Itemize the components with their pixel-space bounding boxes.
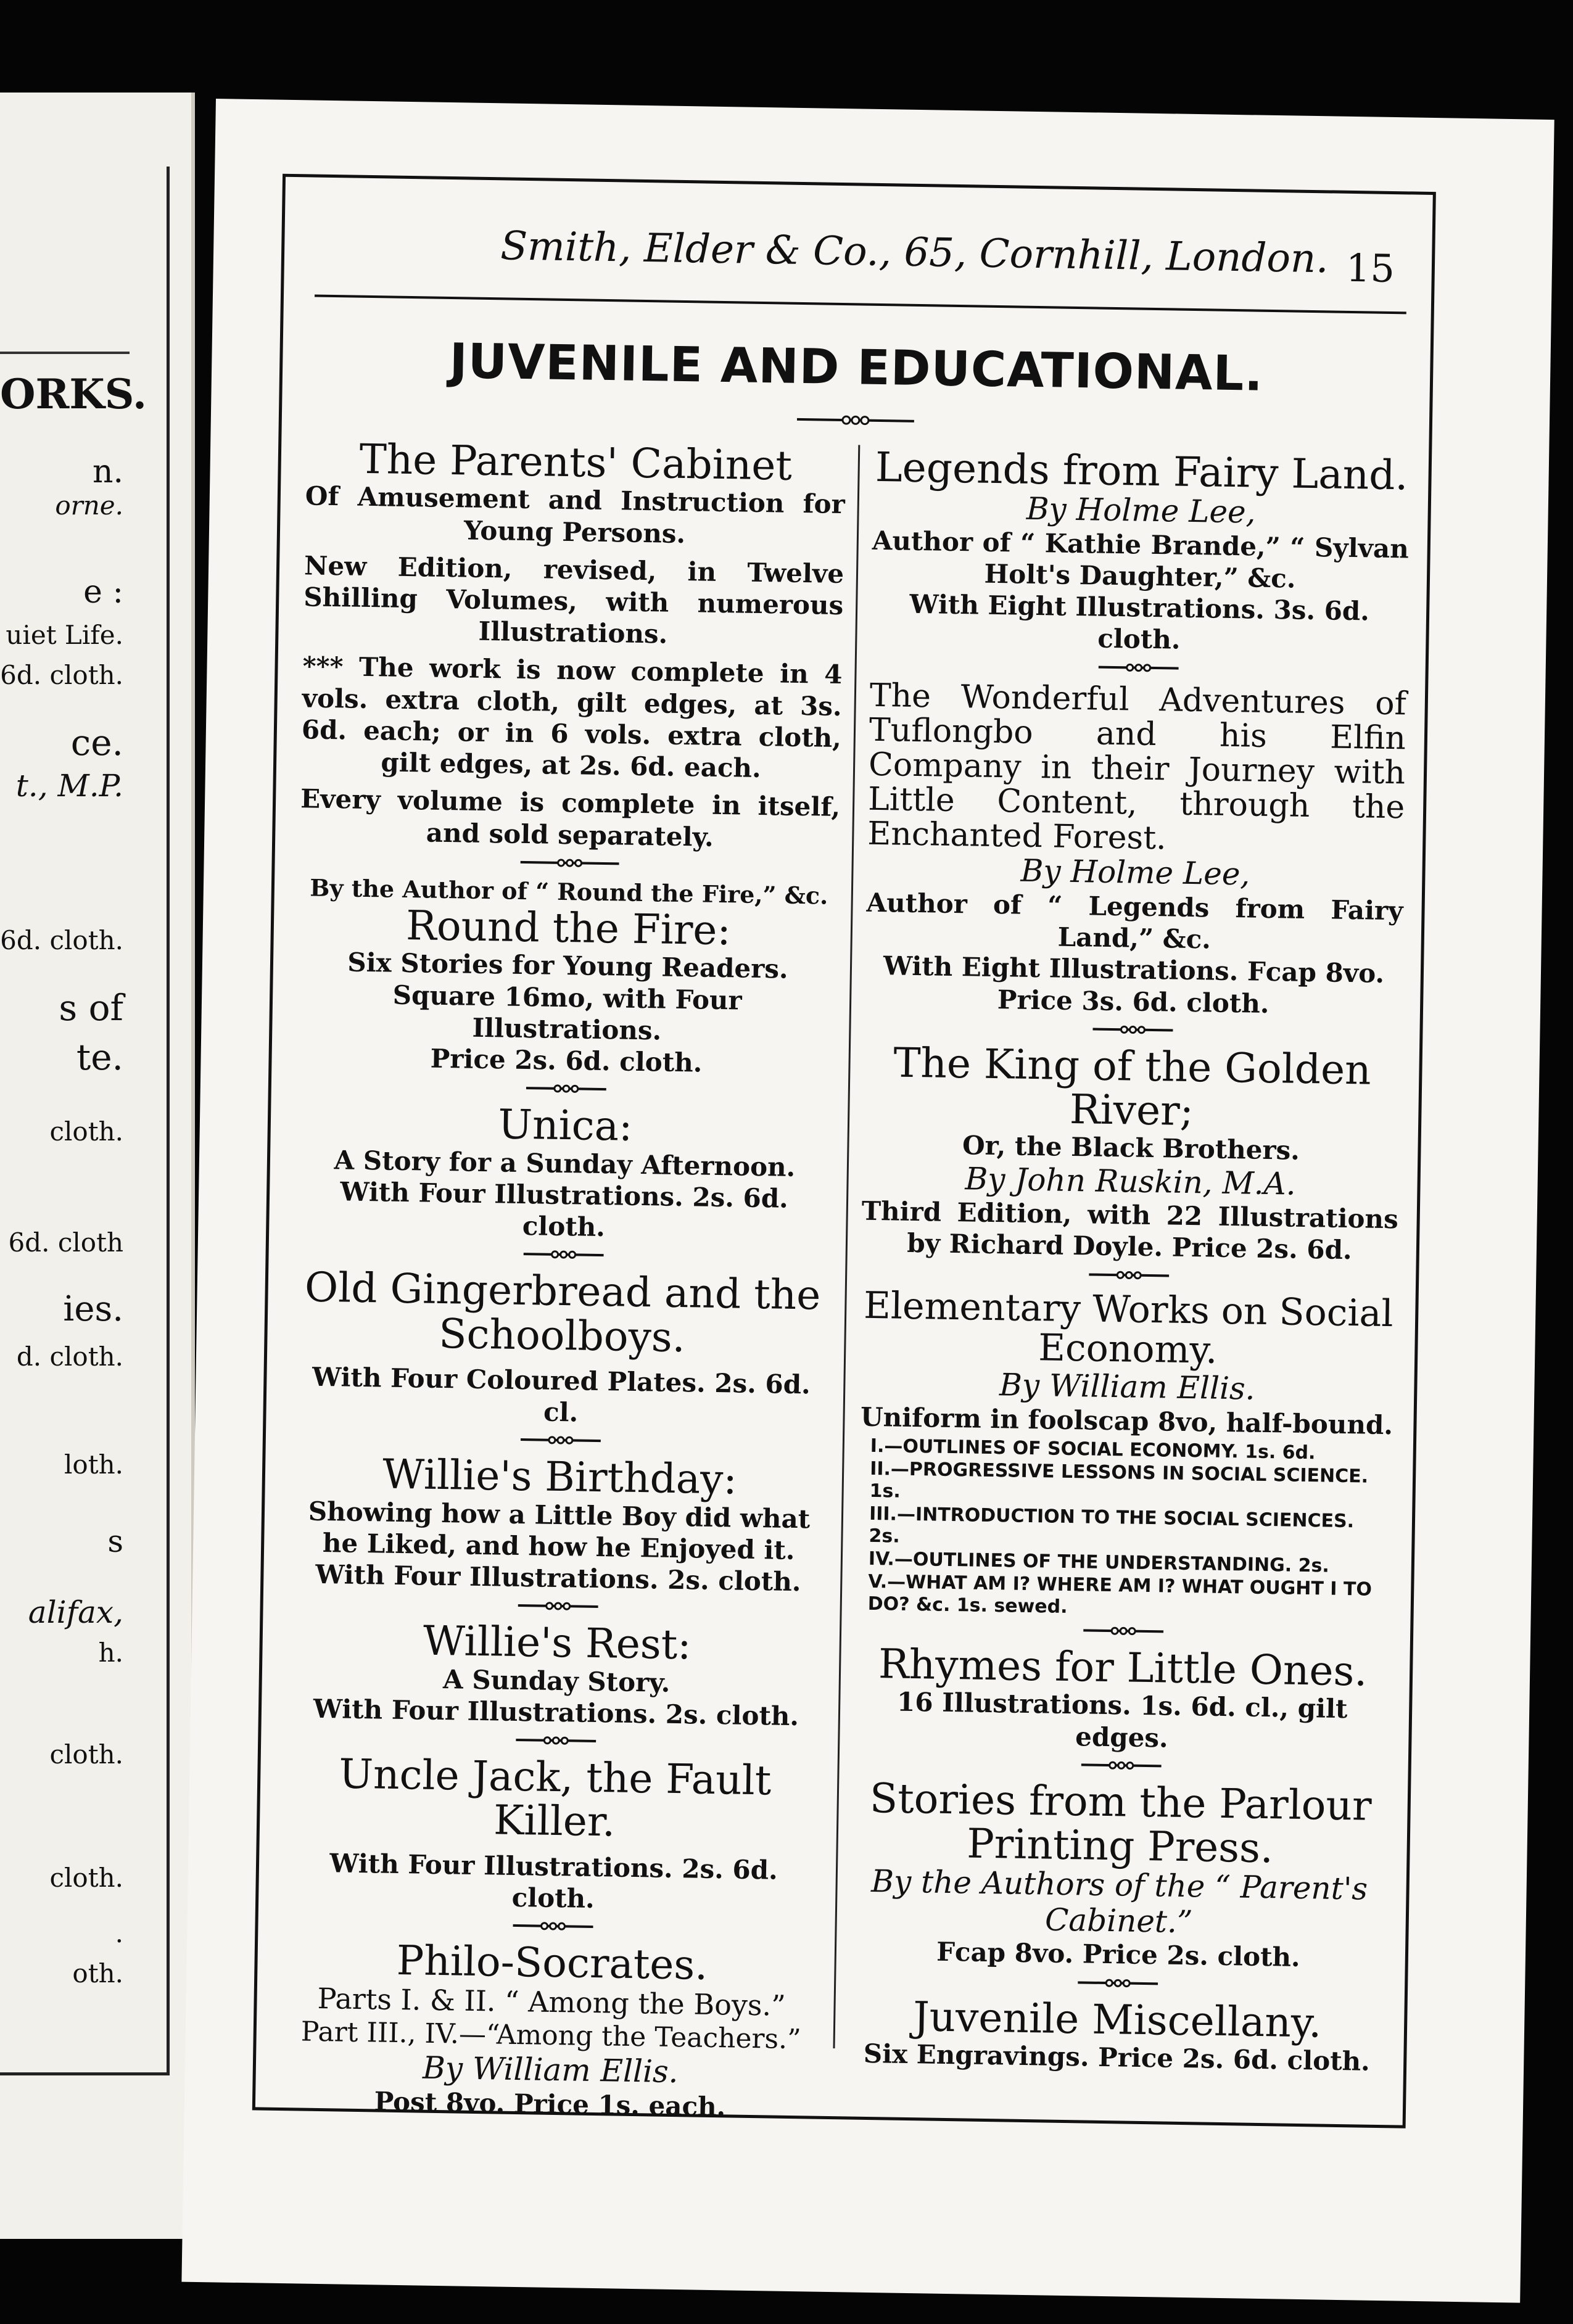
entry-title: Round the Fire: [405, 902, 732, 955]
adjacent-fragment: t., M.P. [15, 768, 123, 804]
adjacent-fragment: n. [92, 453, 123, 490]
adjacent-fragment: loth. [64, 1449, 123, 1480]
entry-text: Price 2s. 6d. cloth. [430, 1043, 703, 1078]
divider-ornament [516, 1733, 596, 1749]
adjacent-fragment: h. [98, 1638, 123, 1668]
entry-text: Post 8vo. Price 1s. each. [374, 2086, 726, 2122]
adjacent-fragment: e : [83, 574, 123, 611]
divider-ornament [520, 855, 619, 872]
adjacent-fragment: . [115, 1918, 123, 1948]
entry-author: By John Ruskin, M.A. [965, 1160, 1297, 1202]
entry-text: With Four Illustrations. 2s. 6d. cloth. [340, 1176, 789, 1243]
adjacent-fragment: oth. [72, 1958, 123, 1988]
section-title: JUVENILE AND EDUCATIONAL. [448, 334, 1264, 402]
list-item: III.—INTRODUCTION TO THE SOCIAL SCIENCES. 2s. [869, 1503, 1355, 1547]
adjacent-fragment: alifax, [28, 1594, 123, 1630]
adjacent-fragment: cloth. [49, 1863, 123, 1893]
entry-text: Or, the Black Brothers. [962, 1130, 1300, 1166]
entry-stories-parlour [850, 1776, 1390, 1974]
entry-text: Author of “ Kathie Brande,” “ Sylvan Holt's Daughter,” &c. [872, 525, 1410, 594]
entry-philo-socrates [280, 1937, 822, 2124]
entry-wonderful-adventures [865, 678, 1406, 1021]
list-item: IV.—OUTLINES OF THE UNDERSTANDING. 2s. [868, 1547, 1330, 1577]
entry-elementary-works [856, 1285, 1397, 1623]
divider-ornament [1081, 1757, 1162, 1773]
entry-text: With Eight Illustrations. 3s. 6d. cloth. [909, 589, 1370, 656]
left-column [280, 436, 846, 2124]
entry-title: Old Gingerbread and the Schoolboys. [304, 1263, 821, 1361]
entry-text: A Sunday Story. [442, 1663, 671, 1698]
divider-ornament [518, 1598, 598, 1614]
adjacent-fragment: cloth. [49, 1739, 123, 1770]
entry-text: Fcap 8vo. Price 2s. cloth. [936, 1937, 1301, 1973]
entry-unica [294, 1100, 835, 1247]
divider-ornament [1099, 659, 1179, 675]
entry-willies-birthday [288, 1451, 830, 1599]
divider-ornament [523, 1246, 603, 1263]
entry-subtitle: Of Amusement and Instruction for Young Persons. [305, 480, 846, 549]
adjacent-page [0, 93, 195, 2239]
entry-text: New Edition, revised, in Twelve Shilling Volumes, with numerous Illustrations. [303, 550, 844, 649]
adjacent-fragment: orne. [55, 490, 123, 521]
divider-ornament [1078, 1975, 1158, 1991]
entry-round-the-fire [296, 873, 839, 1081]
entry-text: Showing how a Little Boy did what he Liked, and how he Enjoyed it. [308, 1496, 811, 1565]
entry-text: Every volume is complete in itself, and sold separately. [300, 783, 841, 852]
entry-juvenile-miscellany [848, 1993, 1386, 2077]
adjacent-fragment: ORKS. [0, 370, 147, 418]
adjacent-fragment: cloth. [49, 1116, 123, 1147]
entry-text: With Four Illustrations. 2s. cloth. [313, 1693, 799, 1732]
publisher-header: Smith, Elder & Co., 65, Cornhill, London. [500, 223, 1329, 282]
entry-title: The Parents' Cabinet [359, 435, 793, 490]
entry-text: A Story for a Sunday Afternoon. [334, 1144, 796, 1182]
list-item: V.—WHAT AM I? WHERE AM I? WHAT OUGHT I TO DO? &c. 1s. sewed. [867, 1571, 1373, 1618]
adjacent-fragment: uiet Life. [6, 620, 123, 650]
entry-author: By Holme Lee, [1026, 490, 1257, 530]
divider-ornament [520, 1432, 600, 1448]
entry-text: Uniform in foolscap 8vo, half-bound. [860, 1401, 1393, 1440]
entry-title: Unica: [497, 1100, 633, 1151]
entry-text: Parts I. & II. “ Among the Boys.” [317, 1982, 786, 2023]
entry-rhymes [853, 1642, 1392, 1757]
entry-king-golden-river [861, 1040, 1401, 1267]
entry-text: Third Edition, with 22 Illustrations by Richard Doyle. Price 2s. 6d. [861, 1195, 1399, 1266]
entry-text: Price 3s. 6d. cloth. [997, 984, 1270, 1019]
entry-author: By William Ellis. [999, 1367, 1256, 1407]
adjacent-page-rule [0, 352, 130, 354]
right-column [848, 445, 1410, 2077]
works-list [868, 1435, 1382, 1623]
entry-text: Part III., IV.—“Among the Teachers.” [300, 2016, 801, 2056]
adjacent-fragment: d. cloth. [16, 1341, 123, 1372]
entry-author: By William Ellis. [422, 2050, 679, 2090]
entry-title: The King of the Golden River; [893, 1039, 1372, 1135]
adjacent-fragment: ce. [70, 722, 123, 764]
entry-text: With Four Illustrations. 2s. 6d. cloth. [329, 1847, 778, 1914]
adjacent-fragment: 6d. cloth. [0, 925, 123, 955]
adjacent-page-frame [0, 167, 170, 2075]
header-rule [315, 295, 1406, 315]
entry-text: With Four Coloured Plates. 2s. 6d. cl. [312, 1361, 811, 1428]
page-header [315, 221, 1407, 300]
divider-ornament [1089, 1267, 1169, 1283]
entry-title: Juvenile Miscellany. [912, 1992, 1322, 2047]
entry-title: Willie's Birthday: [382, 1450, 738, 1504]
divider-ornament [1092, 1021, 1173, 1037]
entry-text: *** The work is now complete in 4 vols. extra cloth, gilt edges, at 3s. 6d. each; or in 6 vols. extra cloth, gilt edges, at 2s. 6d. each. [301, 651, 843, 784]
entry-title: Uncle Jack, the Fault Killer. [338, 1750, 772, 1846]
entry-title: The Wonderful Adventures of Tuflongbo and his Elfin Company in their Journey with Little Content, through the Enchanted Forest. [867, 677, 1407, 857]
entry-old-gingerbread [291, 1263, 833, 1433]
entry-author: By the Authors of the “ Parent's Cabinet.” [870, 1863, 1368, 1940]
adjacent-fragment: ies. [63, 1289, 123, 1329]
entry-text: With Four Illustrations. 2s. cloth. [315, 1559, 801, 1597]
divider-ornament [1083, 1623, 1163, 1639]
divider-ornament [513, 1918, 593, 1934]
entry-title: Rhymes for Little Ones. [878, 1640, 1368, 1696]
list-item: I.—OUTLINES OF SOCIAL ECONOMY. 1s. 6d. [870, 1435, 1316, 1464]
adjacent-fragment: te. [76, 1036, 123, 1078]
entry-title: Philo-Socrates. [396, 1937, 708, 1989]
entry-author: By Holme Lee, [1020, 853, 1250, 892]
adjacent-fragment: 6d. cloth. [0, 660, 123, 690]
entry-byline: By the Author of “ Round the Fire,” &c. [310, 873, 828, 910]
adjacent-fragment: 6d. cloth [8, 1227, 123, 1258]
entry-text: 16 Illustrations. 1s. 6d. cl., gilt edges. [896, 1687, 1348, 1753]
page-frame [252, 174, 1436, 2128]
entry-text: With Eight Illustrations. Fcap 8vo. [883, 950, 1385, 989]
entry-title: Stories from the Parlour Printing Press. [869, 1774, 1373, 1873]
entry-text: Square 16mo, with Four Illustrations. [392, 979, 742, 1046]
list-item: II.—PROGRESSIVE LESSONS IN SOCIAL SCIENCE. 1s. [869, 1458, 1369, 1502]
divider-ornament [526, 1081, 606, 1097]
catalogue-page [181, 99, 1554, 2303]
entry-parents-cabinet [300, 436, 846, 855]
entry-text: Six Stories for Young Readers. [347, 947, 788, 985]
entry-text: Six Engravings. Price 2s. 6d. cloth. [863, 2038, 1371, 2077]
page-number: 15 [1345, 245, 1395, 292]
entry-willies-rest [286, 1617, 828, 1732]
entry-uncle-jack [283, 1751, 825, 1918]
entry-title: Elementary Works on Social Economy. [863, 1284, 1394, 1373]
entry-title: Willie's Rest: [423, 1617, 692, 1669]
adjacent-fragment: s [107, 1523, 123, 1559]
entry-text: Author of “ Legends from Fairy Land,” &c. [866, 887, 1403, 955]
entry-legends [870, 445, 1410, 659]
entry-title: Legends from Fairy Land. [875, 443, 1409, 500]
adjacent-fragment: s of [59, 987, 123, 1029]
